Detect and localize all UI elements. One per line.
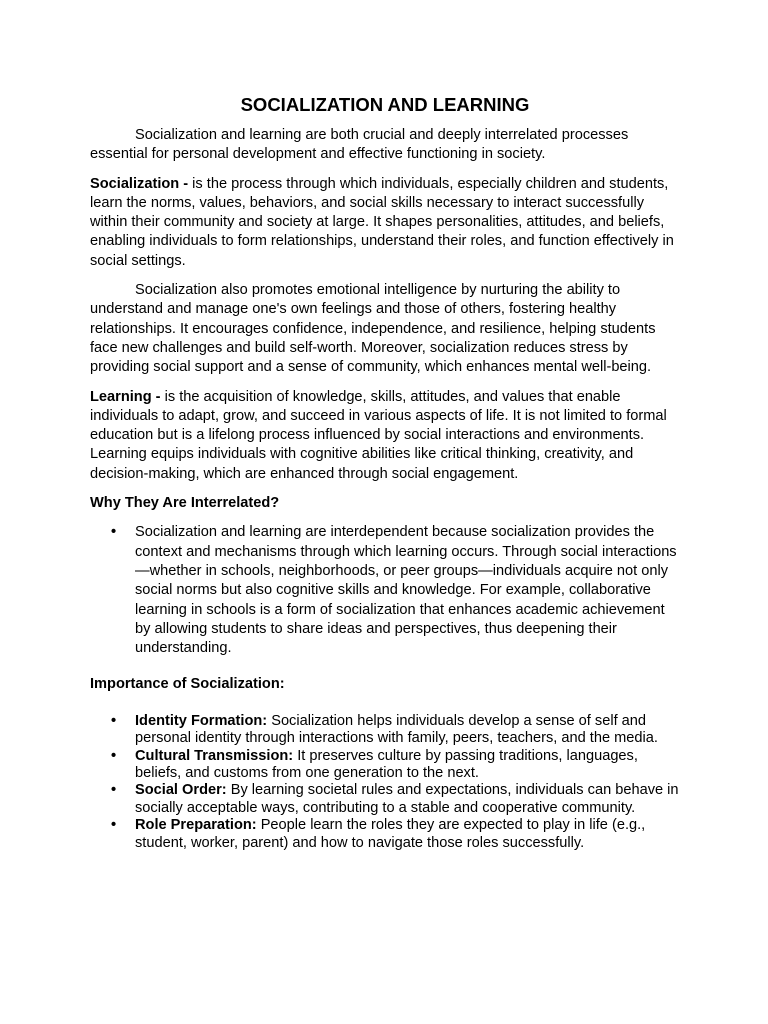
bullet-icon: •: [111, 524, 117, 541]
importance-item-text: By learning societal rules and expectations, individuals can behave in socially acceptable ways, contributing to a stable and cooperative community.: [135, 782, 679, 816]
list-item: [90, 782, 680, 817]
importance-item-term: Role Preparation:: [135, 817, 257, 834]
document-page: [90, 94, 680, 852]
why-item-text: Socialization and learning are interdependent because socialization provides the context and mechanisms through which learning occurs. Through social interactions—whether in schools, neighborhoods, or peer groups—individuals acquire not only social norms but also cognitive skills and knowledge. For example, collaborative learning in schools is a form of socialization that enhances academic achievement by allowing students to share ideas and perspectives, thus deepening their understanding.: [135, 524, 677, 657]
list-item: [90, 748, 680, 783]
importance-item-text: It preserves culture by passing traditions, languages, beliefs, and customs from one generation to the next.: [135, 747, 638, 781]
importance-item-term: Cultural Transmission:: [135, 747, 294, 764]
importance-item-term: Social Order:: [135, 782, 227, 799]
list-item: [90, 817, 680, 852]
importance-item-term: Identity Formation:: [135, 712, 268, 729]
learning-definition: is the acquisition of knowledge, skills, attitudes, and values that enable individuals to adapt, grow, and succeed in various aspects of life. It is not limited to formal education but is a lifelong process influenced by social interactions and environments. Learning equips individuals with cognitive abilities like critical thinking, creativity, and decision-making, which are enhanced through social engagement.: [90, 388, 667, 482]
learning-term: Learning -: [90, 388, 161, 405]
importance-item-text: People learn the roles they are expected to play in life (e.g., student, worker, parent) and how to navigate those roles successfully.: [135, 817, 646, 851]
list-item: [90, 713, 680, 748]
importance-heading: Importance of Socialization:: [90, 676, 285, 693]
list-item: [90, 523, 680, 658]
socialization-term: Socialization -: [90, 175, 189, 192]
why-heading: Why They Are Interrelated?: [90, 495, 280, 512]
socialization-definition-paragraph: [90, 175, 680, 271]
bullet-icon: •: [111, 782, 117, 799]
importance-list: [90, 713, 680, 852]
why-list: [90, 523, 680, 658]
document-title: SOCIALIZATION AND LEARNING: [240, 94, 530, 115]
learning-definition-paragraph: [90, 388, 680, 484]
intro-paragraph: Socialization and learning are both crucial and deeply interrelated processes essential for personal development and effective functioning in society.: [90, 127, 629, 163]
bullet-icon: •: [111, 817, 117, 834]
bullet-icon: •: [111, 712, 117, 729]
bullet-icon: •: [111, 747, 117, 764]
socialization-definition: is the process through which individuals, especially children and students, learn the norms, values, behaviors, and social skills necessary to interact successfully within their community and society at large. It shapes personalities, attitudes, and beliefs, enabling individuals to form relationships, understand their roles, and function effectively in social settings.: [90, 175, 674, 269]
importance-item-text: Socialization helps individuals develop a sense of self and personal identity through interactions with family, peers, teachers, and the media.: [135, 712, 658, 747]
socialization-extra-paragraph: Socialization also promotes emotional intelligence by nurturing the ability to understand and manage one's own feelings and those of others, fostering healthy relationships. It encourages confidence, independence, and resilience, helping students face new challenges and build self-worth. Moreover, socialization reduces stress by providing social support and a sense of community, which enhances mental well-being.: [90, 282, 656, 376]
